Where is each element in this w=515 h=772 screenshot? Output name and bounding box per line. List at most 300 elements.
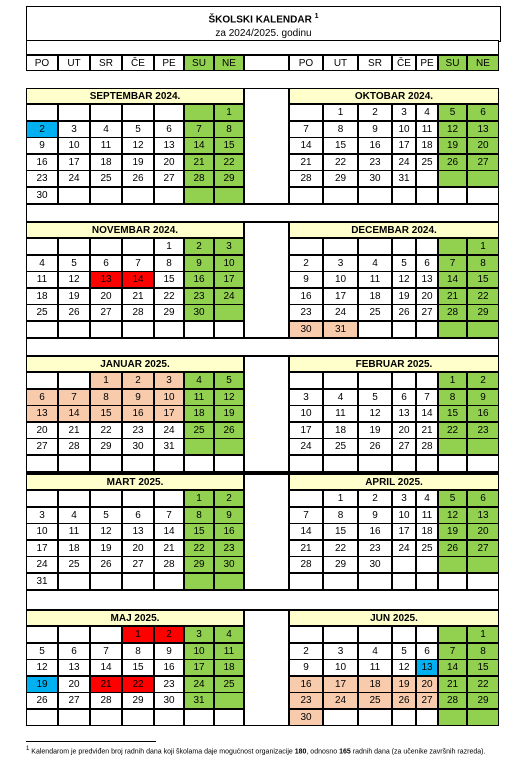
day-cell: 8 [323,507,358,524]
day-cell [323,709,358,726]
day-cell [58,238,90,255]
day-cell: 24 [392,540,416,557]
day-cell [122,455,154,472]
day-cell [184,455,214,472]
day-cell: 2 [358,104,392,121]
day-cell: 19 [122,154,154,171]
day-cell: 4 [323,389,358,406]
day-cell: 8 [122,643,154,660]
day-cell: 30 [184,304,214,321]
day-cell [392,573,416,590]
day-cell: 12 [358,405,392,422]
day-cell: 10 [392,121,416,138]
day-cell [323,626,358,643]
day-cell: 2 [122,372,154,389]
day-cell: 12 [438,507,467,524]
day-cell: 1 [214,104,244,121]
day-cell: 9 [358,507,392,524]
day-cell: 12 [122,137,154,154]
day-cell: 8 [438,389,467,406]
day-cell: 3 [392,104,416,121]
day-cell: 20 [467,523,499,540]
day-cell [289,187,323,204]
day-cell: 24 [184,676,214,693]
weekday-header-right: SR [358,55,392,71]
day-cell: 2 [214,490,244,507]
day-cell: 17 [392,137,416,154]
day-cell: 14 [438,271,467,288]
day-cell [358,626,392,643]
day-cell: 1 [438,372,467,389]
day-cell: 5 [214,372,244,389]
month-header: DECEMBAR 2024. [289,222,499,238]
day-cell: 15 [154,271,184,288]
day-cell: 27 [416,692,438,709]
day-cell: 27 [392,438,416,455]
day-cell: 24 [154,422,184,439]
day-cell [26,626,58,643]
day-cell: 13 [467,121,499,138]
day-cell: 1 [154,238,184,255]
day-cell: 27 [58,692,90,709]
day-cell: 6 [58,643,90,660]
day-cell: 8 [467,643,499,660]
day-cell: 6 [467,490,499,507]
day-cell: 30 [358,556,392,573]
day-cell [26,455,58,472]
day-cell: 14 [416,405,438,422]
day-cell: 13 [154,137,184,154]
day-cell: 22 [90,422,122,439]
block-gap [244,474,289,590]
day-cell: 3 [58,121,90,138]
day-cell: 30 [358,170,392,187]
day-cell: 17 [323,288,358,305]
day-cell: 27 [26,438,58,455]
day-cell: 25 [26,304,58,321]
day-cell: 29 [122,692,154,709]
day-cell [358,321,392,338]
day-cell: 18 [323,422,358,439]
block-spacer [26,204,499,222]
day-cell [467,170,499,187]
day-cell: 16 [184,271,214,288]
weekday-header-left: SR [90,55,122,71]
day-cell: 31 [392,170,416,187]
day-cell [392,187,416,204]
day-cell: 20 [58,676,90,693]
day-cell: 5 [90,507,122,524]
day-cell: 29 [90,438,122,455]
day-cell: 2 [467,372,499,389]
day-cell: 12 [438,121,467,138]
day-cell: 30 [154,692,184,709]
day-cell: 24 [392,154,416,171]
day-cell: 21 [58,422,90,439]
day-cell: 21 [289,540,323,557]
day-cell [289,626,323,643]
day-cell: 6 [416,643,438,660]
day-cell: 27 [467,154,499,171]
day-cell: 10 [26,523,58,540]
day-cell: 26 [122,170,154,187]
title-spacer-row [26,40,499,55]
page-subtitle: za 2024/2025. godinu [215,28,312,40]
day-cell [184,438,214,455]
day-cell: 22 [214,154,244,171]
day-cell: 31 [184,692,214,709]
day-cell: 29 [214,170,244,187]
day-cell: 18 [58,540,90,557]
day-cell: 24 [289,438,323,455]
day-cell: 18 [416,137,438,154]
day-cell: 23 [467,422,499,439]
day-cell [214,455,244,472]
day-cell: 1 [90,372,122,389]
day-cell: 14 [184,137,214,154]
day-cell: 30 [26,187,58,204]
day-cell: 7 [58,389,90,406]
day-cell [184,573,214,590]
day-cell: 22 [122,676,154,693]
day-cell [392,709,416,726]
day-cell: 13 [416,271,438,288]
day-cell [358,372,392,389]
day-cell: 13 [90,271,122,288]
day-cell: 5 [438,104,467,121]
weekday-header-right: NE [467,55,499,71]
day-cell: 4 [358,643,392,660]
day-cell [438,238,467,255]
day-cell: 14 [154,523,184,540]
day-cell [358,238,392,255]
day-cell [90,321,122,338]
day-cell: 15 [122,659,154,676]
day-cell: 30 [289,709,323,726]
day-cell [58,321,90,338]
day-cell: 9 [289,271,323,288]
day-cell: 17 [26,540,58,557]
day-cell: 8 [154,255,184,272]
day-cell: 4 [416,490,438,507]
day-cell [416,556,438,573]
day-cell: 3 [323,643,358,660]
day-cell [122,104,154,121]
day-cell: 21 [90,676,122,693]
day-cell: 25 [58,556,90,573]
day-cell: 7 [90,643,122,660]
day-cell [323,187,358,204]
day-cell: 28 [438,304,467,321]
footnote-divider [26,741,156,742]
day-cell: 29 [184,556,214,573]
day-cell [122,573,154,590]
day-cell [323,372,358,389]
day-cell: 23 [358,154,392,171]
month-header: APRIL 2025. [289,474,499,490]
day-cell: 10 [214,255,244,272]
day-cell: 8 [467,255,499,272]
day-cell: 18 [358,676,392,693]
day-cell: 27 [122,556,154,573]
day-cell: 23 [289,692,323,709]
day-cell: 30 [122,438,154,455]
day-cell: 16 [289,676,323,693]
day-cell [467,573,499,590]
day-cell: 25 [214,676,244,693]
day-cell [467,556,499,573]
day-cell [90,490,122,507]
day-cell: 10 [323,659,358,676]
day-cell: 3 [323,255,358,272]
footnote [26,745,506,756]
day-cell: 24 [26,556,58,573]
day-cell: 16 [467,405,499,422]
day-cell [467,455,499,472]
day-cell: 6 [467,104,499,121]
day-cell: 16 [26,154,58,171]
day-cell: 23 [184,288,214,305]
day-cell: 12 [58,271,90,288]
day-cell: 25 [416,154,438,171]
day-cell: 1 [184,490,214,507]
day-cell: 23 [358,540,392,557]
day-cell: 20 [154,154,184,171]
day-cell: 25 [90,170,122,187]
day-cell: 11 [58,523,90,540]
day-cell: 13 [26,405,58,422]
month-header: JUN 2025. [289,610,499,626]
day-cell [416,321,438,338]
day-cell: 19 [358,422,392,439]
day-cell: 29 [467,304,499,321]
day-cell [214,692,244,709]
day-cell: 26 [438,154,467,171]
day-cell: 18 [184,405,214,422]
day-cell: 16 [154,659,184,676]
day-cell: 7 [154,507,184,524]
day-cell: 13 [416,659,438,676]
day-cell [358,709,392,726]
day-cell [90,238,122,255]
day-cell: 26 [214,422,244,439]
day-cell: 2 [289,255,323,272]
day-cell [154,573,184,590]
day-cell [154,709,184,726]
day-cell: 15 [184,523,214,540]
day-cell: 14 [58,405,90,422]
weekday-header-left: SU [184,55,214,71]
weekday-header-left: UT [58,55,90,71]
day-cell: 26 [90,556,122,573]
weekday-header-left: NE [214,55,244,71]
day-cell: 14 [438,659,467,676]
day-cell: 28 [416,438,438,455]
day-cell [416,626,438,643]
day-cell: 27 [467,540,499,557]
day-cell: 23 [122,422,154,439]
day-cell [467,709,499,726]
month-header: OKTOBAR 2024. [289,88,499,104]
day-cell: 10 [154,389,184,406]
day-cell: 25 [416,540,438,557]
day-cell [58,709,90,726]
day-cell: 5 [392,255,416,272]
day-cell [90,104,122,121]
day-cell: 9 [122,389,154,406]
day-cell: 14 [289,523,323,540]
day-cell: 11 [214,643,244,660]
day-cell: 15 [438,405,467,422]
day-cell: 21 [438,288,467,305]
day-cell [26,238,58,255]
day-cell: 2 [358,490,392,507]
day-cell: 3 [184,626,214,643]
day-cell: 11 [184,389,214,406]
day-cell [438,556,467,573]
day-cell [154,455,184,472]
day-cell: 28 [289,170,323,187]
footnote-days-165: 165 [339,748,351,756]
day-cell [323,573,358,590]
month-header: SEPTEMBAR 2024. [26,88,244,104]
block-gap [244,222,289,338]
day-cell [416,573,438,590]
day-cell: 15 [323,523,358,540]
day-cell [58,573,90,590]
weekday-header-left: PE [154,55,184,71]
day-cell [438,321,467,338]
day-cell [467,438,499,455]
day-cell: 6 [416,255,438,272]
day-cell: 9 [184,255,214,272]
day-cell: 7 [122,255,154,272]
day-cell: 5 [358,389,392,406]
day-cell: 8 [323,121,358,138]
day-cell: 16 [358,523,392,540]
day-cell: 28 [154,556,184,573]
day-cell: 3 [214,238,244,255]
day-cell [289,372,323,389]
day-cell: 18 [214,659,244,676]
day-cell: 3 [26,507,58,524]
day-cell [122,709,154,726]
day-cell: 29 [323,170,358,187]
day-cell: 6 [26,389,58,406]
day-cell: 28 [58,438,90,455]
day-cell: 29 [467,692,499,709]
day-cell: 19 [438,137,467,154]
day-cell: 26 [358,438,392,455]
month-header: NOVEMBAR 2024. [26,222,244,238]
day-cell: 18 [358,288,392,305]
day-cell: 14 [122,271,154,288]
day-cell: 17 [289,422,323,439]
day-cell: 22 [438,422,467,439]
day-cell [438,170,467,187]
day-cell [214,321,244,338]
day-cell: 4 [214,626,244,643]
day-cell: 9 [467,389,499,406]
day-cell: 11 [358,659,392,676]
day-cell: 15 [467,659,499,676]
day-cell: 11 [90,137,122,154]
day-cell [184,321,214,338]
day-cell: 11 [416,507,438,524]
day-cell [90,709,122,726]
day-cell [154,490,184,507]
weekday-header-right: PO [289,55,323,71]
day-cell: 21 [416,422,438,439]
day-cell: 30 [214,556,244,573]
day-cell: 15 [214,137,244,154]
day-cell: 10 [58,137,90,154]
day-cell: 13 [58,659,90,676]
day-cell: 20 [122,540,154,557]
day-cell: 24 [323,304,358,321]
day-cell [289,490,323,507]
day-cell [416,170,438,187]
day-cell: 19 [90,540,122,557]
day-cell: 4 [58,507,90,524]
day-cell: 19 [214,405,244,422]
day-cell: 1 [467,626,499,643]
day-cell: 21 [289,154,323,171]
day-cell: 7 [438,255,467,272]
day-cell [122,321,154,338]
day-cell [214,304,244,321]
day-cell [392,556,416,573]
day-cell: 27 [90,304,122,321]
day-cell: 11 [358,271,392,288]
day-cell: 2 [26,121,58,138]
day-cell: 12 [392,271,416,288]
day-cell: 1 [122,626,154,643]
day-cell: 12 [90,523,122,540]
day-cell: 25 [358,304,392,321]
block-gap [244,356,289,472]
day-cell: 4 [90,121,122,138]
day-cell: 26 [392,304,416,321]
day-cell: 3 [289,389,323,406]
day-cell: 18 [90,154,122,171]
day-cell: 4 [184,372,214,389]
day-cell [467,321,499,338]
day-cell [154,104,184,121]
day-cell: 25 [323,438,358,455]
footnote-days-180: 180 [294,748,307,756]
day-cell [90,187,122,204]
day-cell: 20 [392,422,416,439]
day-cell [214,573,244,590]
day-cell: 22 [154,288,184,305]
day-cell: 5 [26,643,58,660]
day-cell: 4 [358,255,392,272]
day-cell: 15 [323,137,358,154]
day-cell [392,626,416,643]
day-cell: 20 [90,288,122,305]
day-cell: 6 [122,507,154,524]
day-cell [289,238,323,255]
day-cell: 2 [289,643,323,660]
day-cell: 22 [323,154,358,171]
day-cell [90,573,122,590]
day-cell: 5 [58,255,90,272]
day-cell: 24 [58,170,90,187]
day-cell: 20 [467,137,499,154]
day-cell: 15 [467,271,499,288]
month-header: JANUAR 2025. [26,356,244,372]
